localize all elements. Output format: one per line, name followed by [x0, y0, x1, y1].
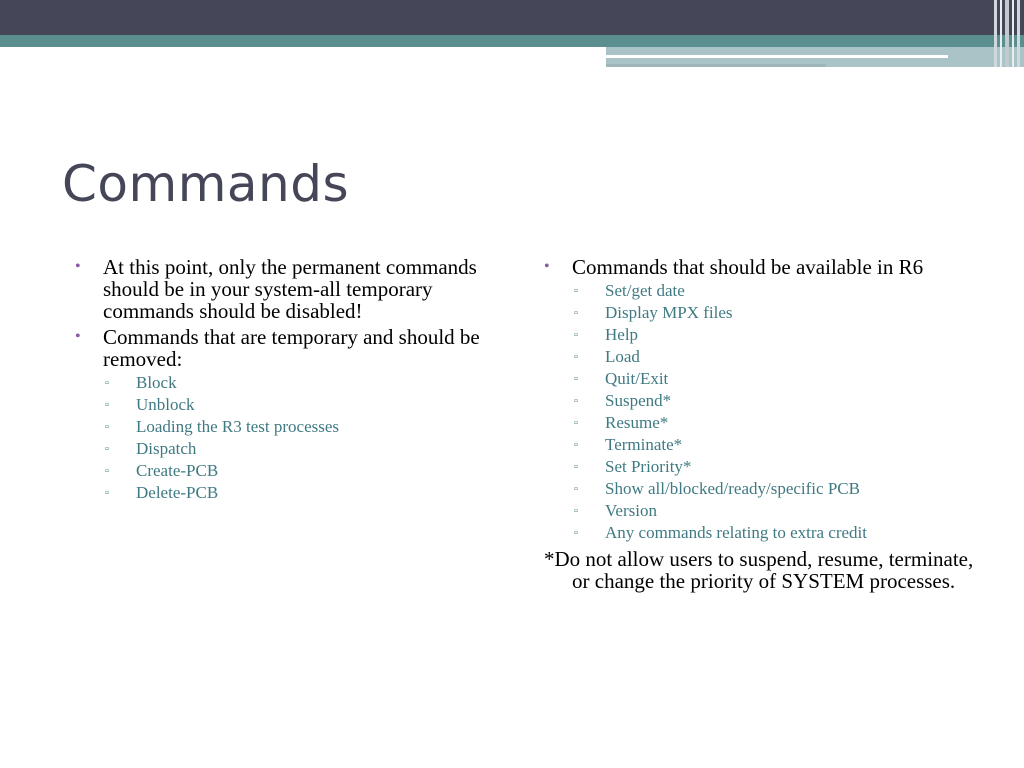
list-item [75, 256, 495, 322]
sub-list-item [103, 416, 495, 438]
sub-bullet-icon: ▫ [105, 487, 109, 499]
sub-item-text: Resume* [605, 413, 669, 432]
sub-list-item [103, 394, 495, 416]
sub-item-text: Create-PCB [136, 461, 219, 480]
sub-bullet-icon: ▫ [574, 461, 578, 473]
sub-list-item [103, 438, 495, 460]
sub-bullet-icon: ▫ [574, 285, 578, 297]
sub-list-item [572, 456, 984, 478]
sub-item-text: Show all/blocked/ready/specific PCB [605, 479, 860, 498]
sub-bullet-icon: ▫ [105, 399, 109, 411]
sub-list [103, 372, 495, 504]
sub-list-item [572, 280, 984, 302]
sub-bullet-icon: ▫ [574, 417, 578, 429]
sub-list-item [572, 500, 984, 522]
sub-list-item [572, 346, 984, 368]
bullet-icon: • [544, 258, 550, 275]
sub-list-item [572, 478, 984, 500]
left-column [75, 256, 495, 508]
sub-bullet-icon: ▫ [574, 439, 578, 451]
sub-list-item [572, 434, 984, 456]
sub-bullet-icon: ▫ [105, 465, 109, 477]
list-item [75, 326, 495, 504]
sub-list-item [572, 324, 984, 346]
slide-title: Commands [62, 155, 350, 213]
sub-list-item [103, 372, 495, 394]
sub-item-text: Any commands relating to extra credit [605, 523, 867, 542]
sub-list-item [103, 482, 495, 504]
sub-item-text: Load [605, 347, 640, 366]
header-stripes [990, 0, 1024, 67]
sub-item-text: Loading the R3 test processes [136, 417, 340, 436]
sub-item-text: Version [605, 501, 657, 520]
sub-list-item [572, 368, 984, 390]
footnote: *Do not allow users to suspend, resume, terminate, or change the priority of SYSTEM processes. [544, 547, 974, 593]
sub-bullet-icon: ▫ [574, 351, 578, 363]
sub-bullet-icon: ▫ [574, 329, 578, 341]
header-band-dark [0, 0, 1024, 35]
sub-list-item [572, 522, 984, 544]
bullet-icon: • [75, 328, 81, 345]
sub-item-text: Terminate* [605, 435, 683, 454]
sub-item-text: Suspend* [605, 391, 672, 410]
sub-list [572, 280, 984, 544]
sub-bullet-icon: ▫ [574, 373, 578, 385]
sub-item-text: Display MPX files [605, 303, 733, 322]
sub-bullet-icon: ▫ [574, 395, 578, 407]
item-text: Commands that are temporary and should be removed: [103, 325, 480, 371]
list-item [544, 256, 984, 544]
sub-item-text: Delete-PCB [136, 483, 219, 502]
header-line-grey [606, 64, 826, 67]
sub-item-text: Set Priority* [605, 457, 692, 476]
sub-list-item [572, 412, 984, 434]
sub-item-text: Help [605, 325, 639, 344]
sub-item-text: Quit/Exit [605, 369, 669, 388]
sub-bullet-icon: ▫ [105, 443, 109, 455]
sub-item-text: Set/get date [605, 281, 685, 300]
bullet-icon: • [75, 258, 81, 275]
sub-item-text: Unblock [136, 395, 195, 414]
sub-bullet-icon: ▫ [105, 377, 109, 389]
sub-list-item [103, 460, 495, 482]
sub-bullet-icon: ▫ [574, 505, 578, 517]
sub-list-item [572, 302, 984, 324]
right-column [544, 256, 984, 592]
header-line-white [606, 55, 948, 58]
item-text: At this point, only the permanent commands should be in your system-all temporary commands should be disabled! [103, 255, 477, 323]
header-band-teal [0, 35, 1024, 47]
sub-bullet-icon: ▫ [105, 421, 109, 433]
sub-bullet-icon: ▫ [574, 527, 578, 539]
sub-list-item [572, 390, 984, 412]
sub-item-text: Dispatch [136, 439, 197, 458]
item-text: Commands that should be available in R6 [572, 255, 924, 279]
sub-bullet-icon: ▫ [574, 483, 578, 495]
sub-bullet-icon: ▫ [574, 307, 578, 319]
sub-item-text: Block [136, 373, 177, 392]
